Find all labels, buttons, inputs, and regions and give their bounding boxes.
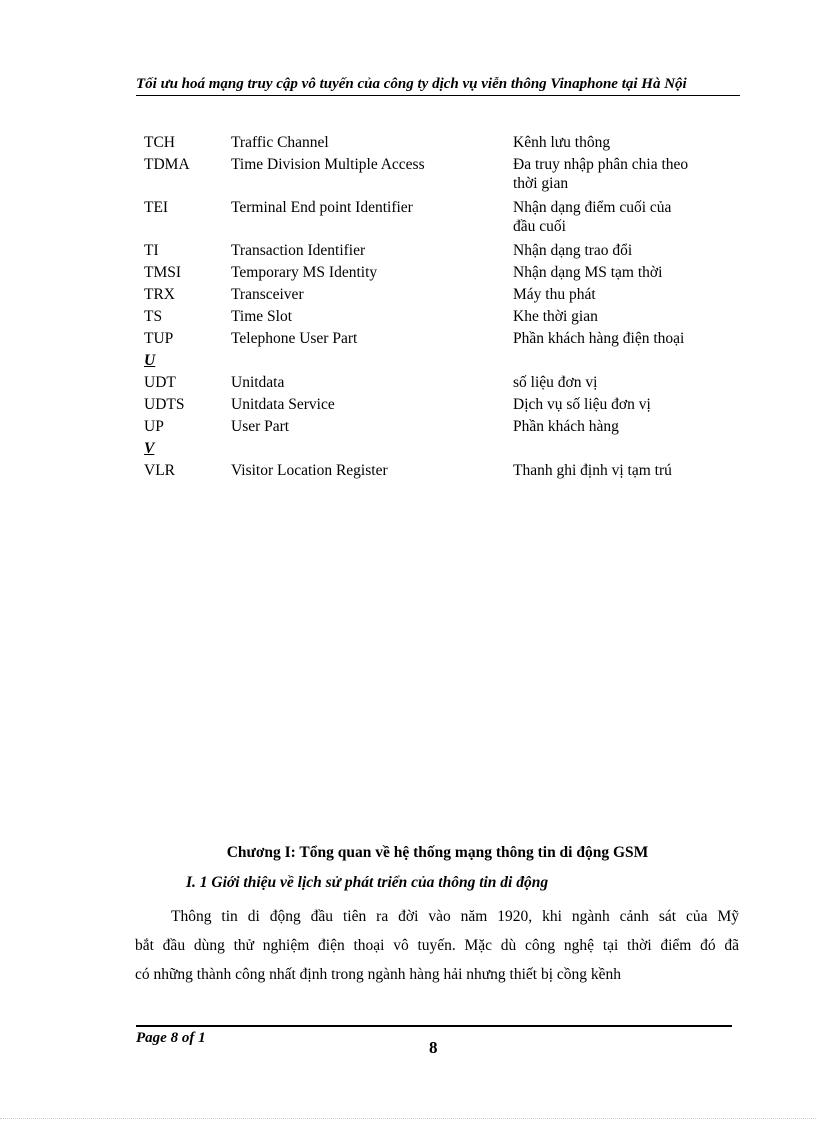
abbr-vietnamese-line1: Nhận dạng điểm cuối của — [513, 199, 672, 216]
abbr-english: Time Division Multiple Access — [231, 156, 425, 173]
abbreviation-row — [144, 416, 744, 438]
abbr-english: Time Slot — [231, 308, 293, 325]
abbr-english: Transceiver — [231, 286, 304, 303]
abbr-code: TUP — [144, 330, 174, 347]
abbreviation-row — [144, 328, 744, 350]
abbr-vietnamese: Dịch vụ số liệu đơn vị — [513, 396, 651, 413]
chapter-title: Chương I: Tổng quan về hệ thống mạng thông tin di động GSM — [226, 844, 649, 861]
abbreviation-row — [144, 284, 744, 306]
abbr-code: UP — [144, 418, 164, 435]
abbr-english: Telephone User Part — [231, 330, 358, 347]
paragraph-line: bắt đầu dùng thử nghiệm điện thoại vô tuyến. Mặc dù công nghệ tại thời điểm đó đã — [135, 937, 739, 954]
abbr-vietnamese — [513, 197, 733, 236]
abbr-english: Transaction Identifier — [231, 242, 366, 259]
abbr-code: TS — [144, 308, 163, 325]
abbr-code: TCH — [144, 134, 175, 151]
abbr-vietnamese: Thanh ghi định vị tạm trú — [513, 462, 672, 479]
abbreviation-row — [144, 197, 744, 236]
abbreviation-row — [144, 460, 744, 482]
paragraph-line: có những thành công nhất định trong ngành hàng hải nhưng thiết bị cồng kềnh — [135, 966, 622, 983]
abbreviation-row — [144, 372, 744, 394]
abbr-code: TEI — [144, 199, 169, 216]
letter-heading-v: V — [144, 440, 155, 457]
section-title: I. 1 Giới thiệu về lịch sử phát triển của thông tin di động — [186, 874, 549, 891]
abbr-vietnamese: số liệu đơn vị — [513, 374, 598, 391]
body-paragraph — [135, 902, 739, 989]
abbr-vietnamese: Nhận dạng trao đổi — [513, 242, 633, 259]
abbreviation-row — [144, 394, 744, 416]
running-header: Tối ưu hoá mạng truy cập vô tuyến của công ty dịch vụ viễn thông Vinaphone tại Hà Nội — [136, 76, 740, 96]
abbr-vietnamese-line2: đầu cuối — [513, 218, 566, 235]
abbr-vietnamese: Nhận dạng MS tạm thời — [513, 264, 663, 281]
abbr-vietnamese-line1: Đa truy nhập phân chia theo — [513, 156, 689, 173]
abbr-code: TDMA — [144, 156, 190, 173]
abbreviation-row — [144, 240, 744, 262]
abbr-vietnamese: Phần khách hàng — [513, 418, 619, 435]
abbr-english: Terminal End point Identifier — [231, 199, 413, 216]
abbr-code: TI — [144, 242, 159, 259]
paragraph-line: Thông tin di động đầu tiên ra đời vào năm 1920, khi ngành cảnh sát của Mỹ — [171, 908, 739, 925]
abbr-vietnamese: Phần khách hàng điện thoại — [513, 330, 685, 347]
abbr-code: VLR — [144, 462, 175, 479]
abbr-vietnamese: Kênh lưu thông — [513, 134, 611, 151]
abbr-vietnamese — [513, 154, 733, 193]
abbreviation-row — [144, 132, 744, 154]
abbr-english: Visitor Location Register — [231, 462, 388, 479]
page-number: 8 — [429, 1038, 438, 1057]
abbr-english: Temporary MS Identity — [231, 264, 378, 281]
abbr-english: Traffic Channel — [231, 134, 329, 151]
abbr-code: UDT — [144, 374, 176, 391]
abbr-english: User Part — [231, 418, 290, 435]
abbreviation-row — [144, 306, 744, 328]
footer-rule — [136, 1025, 732, 1027]
abbreviation-row — [144, 154, 744, 193]
abbr-vietnamese: Khe thời gian — [513, 308, 598, 325]
abbr-code: TRX — [144, 286, 175, 303]
abbr-english: Unitdata — [231, 374, 285, 391]
letter-heading-u: U — [144, 352, 156, 369]
abbr-code: TMSI — [144, 264, 182, 281]
page-edge-divider — [0, 1118, 816, 1119]
abbreviation-list — [144, 132, 744, 482]
abbr-english: Unitdata Service — [231, 396, 335, 413]
abbr-vietnamese-line2: thời gian — [513, 175, 569, 192]
abbr-code: UDTS — [144, 396, 185, 413]
abbr-vietnamese: Máy thu phát — [513, 286, 596, 303]
abbreviation-row — [144, 262, 744, 284]
page-of-label: Page 8 of 1 — [136, 1030, 206, 1046]
